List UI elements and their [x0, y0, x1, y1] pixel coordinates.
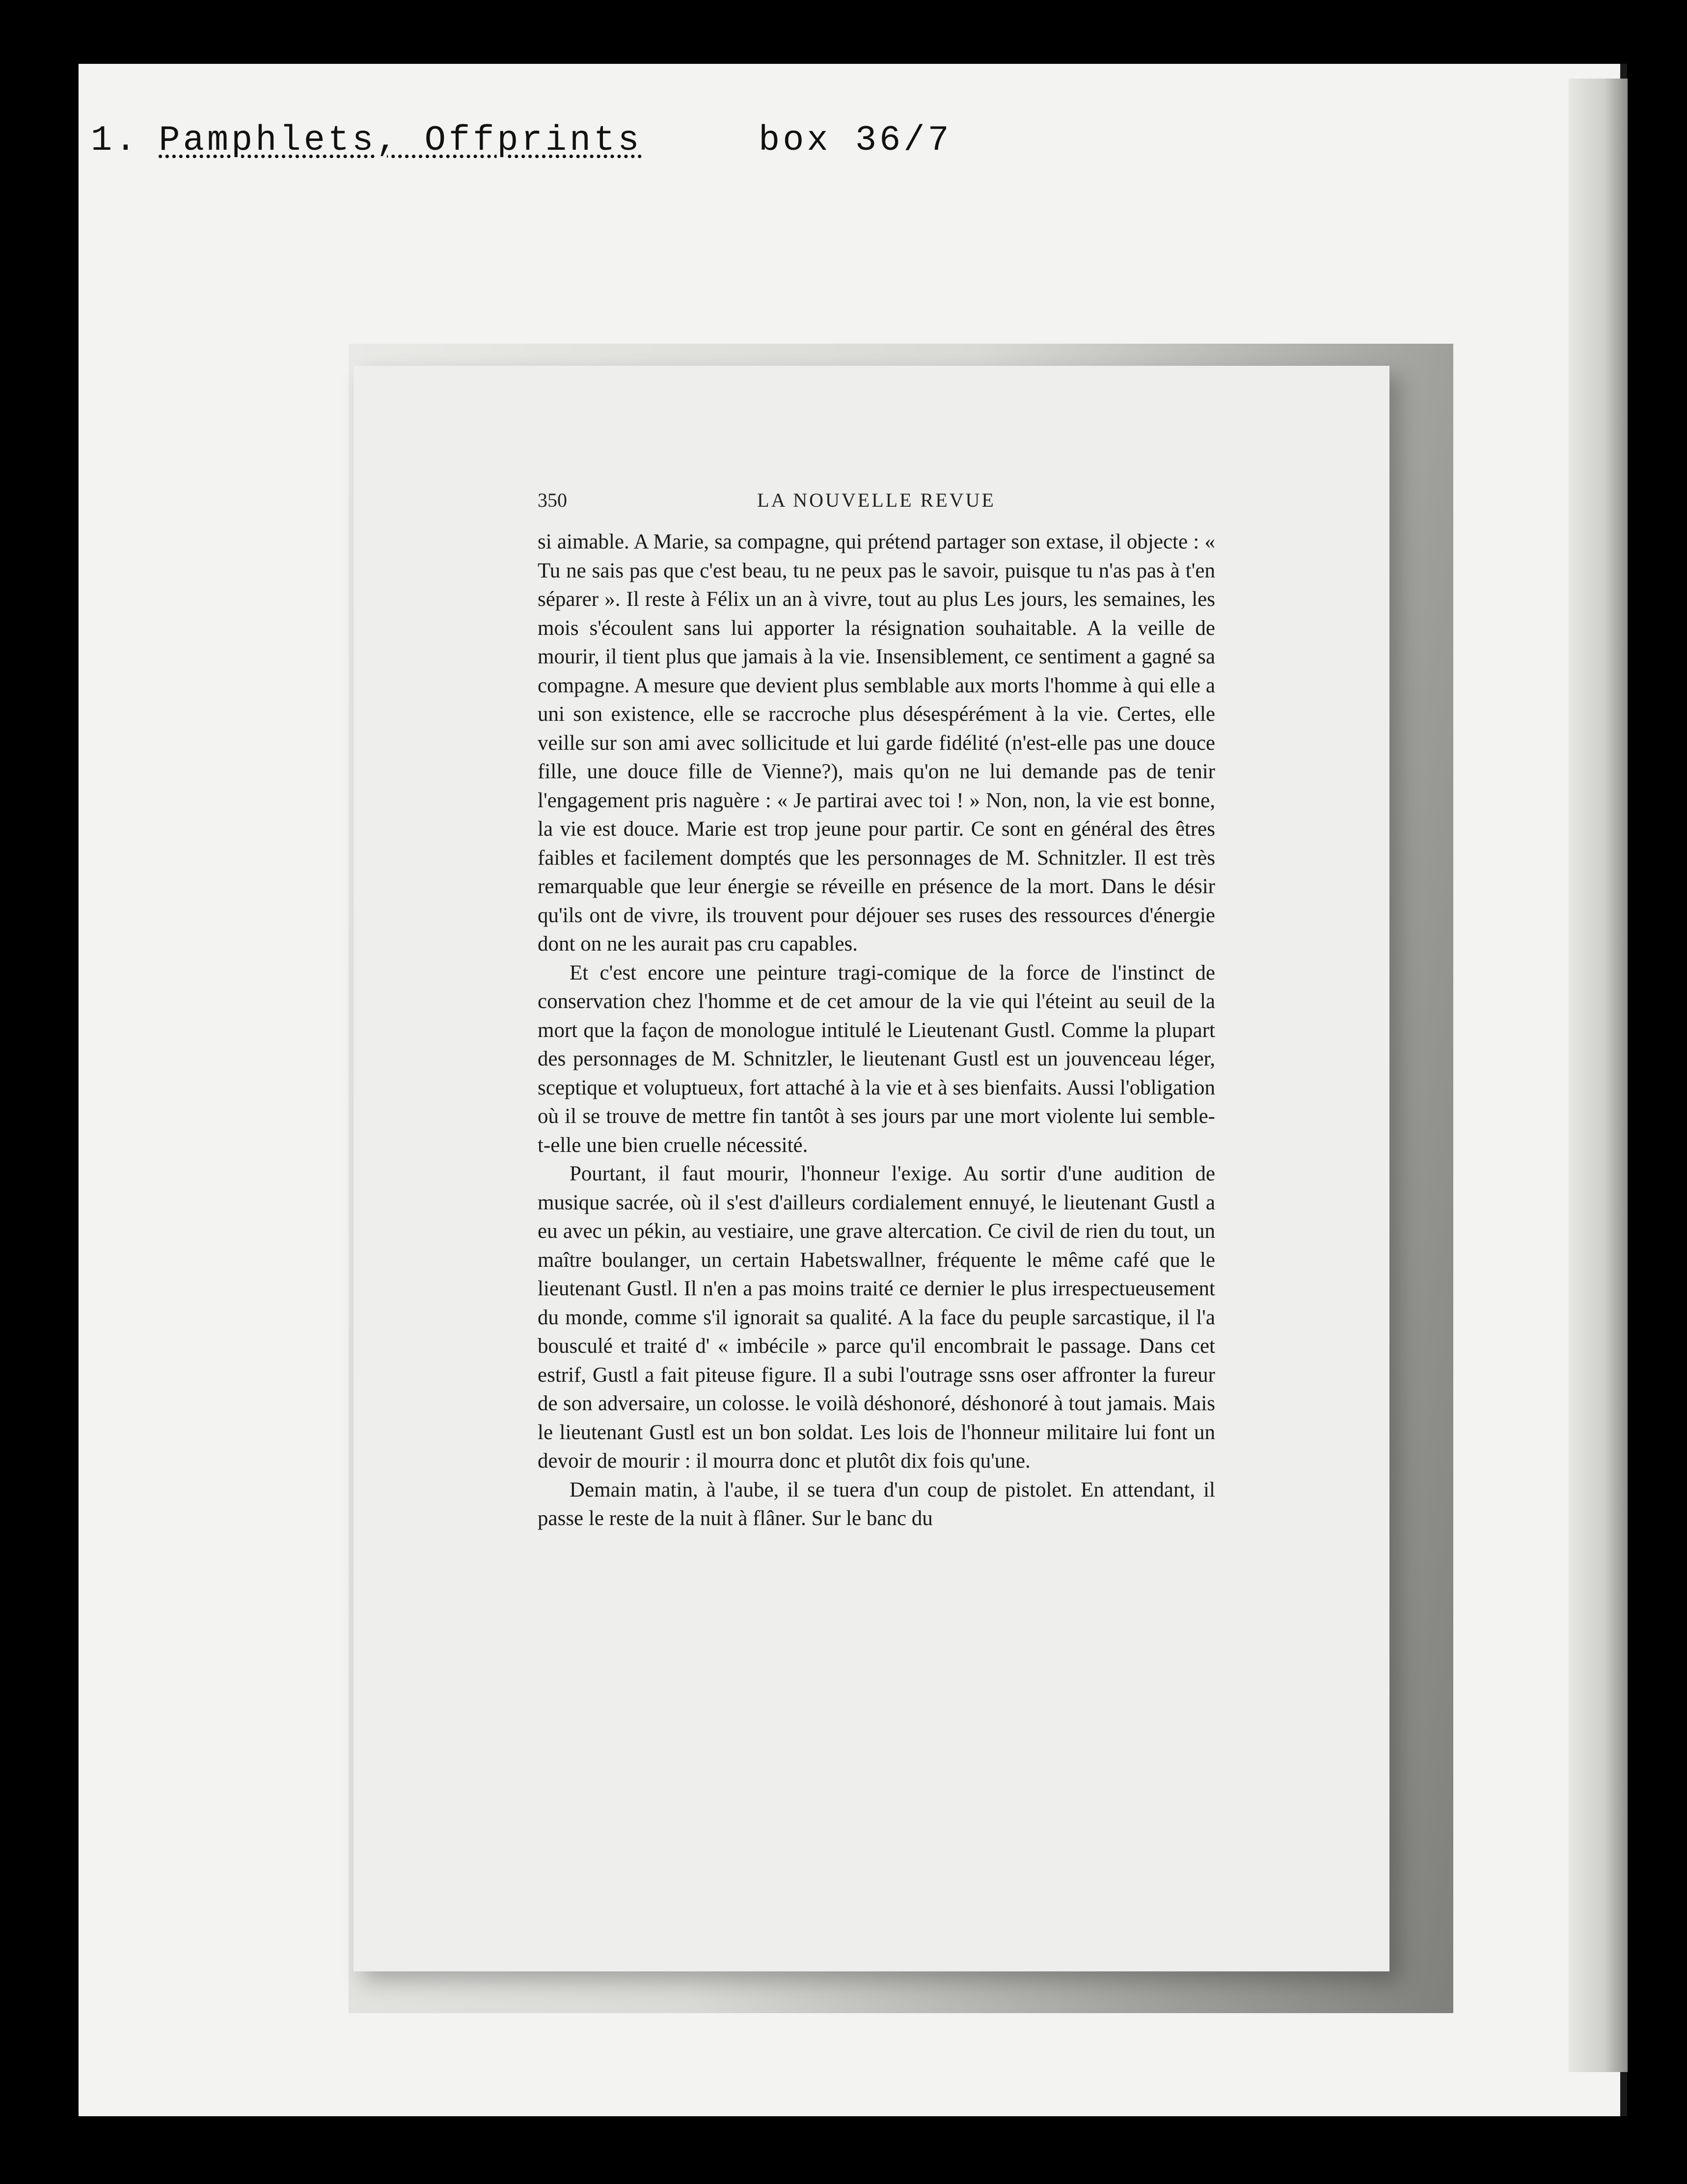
- offprint-page: [354, 366, 1389, 1971]
- archive-box-number: box 36/7: [759, 120, 952, 161]
- sheet-edge-shadow: [1569, 79, 1628, 2072]
- paragraph-1: si aimable. A Marie, sa compagne, qui prétend partager son extase, il objecte : « Tu ne sais pas que c'est beau, tu ne peux pas le savoir, puisque tu n'as pas à t'en séparer ». Il reste à Félix un an à vivre, tout au plus Les jours, les semaines, les mois s'écoulent sans lui apporter la résignation souhaitable. A la veille de mourir, il tient plus que jamais à la vie. Insensiblement, ce sentiment a gagné sa compagne. A mesure que devient plus semblable aux morts l'homme à qui elle a uni son existence, elle se raccroche plus désespérément à la vie. Certes, elle veille sur son ami avec sollicitude et lui garde fidélité (n'est-elle pas une douce fille, une douce fille de Vienne?), mais qu'on ne lui demande pas de tenir l'engagement pris naguère : « Je partirai avec toi ! » Non, non, la vie est bonne, la vie est douce. Marie est trop jeune pour partir. Ce sont en général des êtres faibles et facilement domptés que les personnages de M. Schnitzler. Il est très remarquable que leur énergie se réveille en présence de la mort. Dans le désir qu'ils ont de vivre, ils trouvent pour déjouer ses ruses des ressources d'énergie dont on ne les aurait pas cru capables.: [538, 530, 1215, 956]
- archive-label-number: 1.: [91, 120, 139, 161]
- paragraph-2: Et c'est encore une peinture tragi-comique de la force de l'instinct de conservation chez l'homme et de cet amour de la vie qui l'éteint au seuil de la mort que la façon de monologue intitulé le Lieutenant Gustl. Comme la plupart des personnages de M. Schnitzler, le lieutenant Gustl est un jouvenceau léger, sceptique et voluptueux, fort attaché à la vie et à ses bienfaits. Aussi l'obligation où il se trouve de mettre fin tantôt à ses jours par une mort violente lui semble-t-elle une bien cruelle nécessité.: [538, 961, 1215, 1157]
- page-number: 350: [538, 489, 567, 511]
- offprint-body: [538, 528, 1215, 1533]
- archive-label: [91, 120, 642, 161]
- archive-label-title: Pamphlets, Offprints: [159, 120, 642, 161]
- running-title: LA NOUVELLE REVUE: [757, 489, 996, 511]
- paragraph-4: Demain matin, à l'aube, il se tuera d'un coup de pistolet. En attendant, il passe le reste de la nuit à flâner. Sur le banc du: [538, 1478, 1215, 1530]
- paragraph-3: Pourtant, il faut mourir, l'honneur l'exige. Au sortir d'une audition de musique sacrée, où il s'est d'ailleurs cordialement ennuyé, le lieutenant Gustl a eu avec un pékin, au vestiaire, une grave altercation. Ce civil de rien du tout, un maître boulanger, un certain Habetswallner, fréquente le même café que le lieutenant Gustl. Il n'en a pas moins traité ce dernier le plus irrespectueusement du monde, comme s'il ignorait sa qualité. A la face du peuple sarcastique, il l'a bousculé et traité d' « imbécile » parce qu'il encombrait le passage. Dans cet estrif, Gustl a fait piteuse figure. Il a subi l'outrage ssns oser affronter la fureur de son adversaire, un colosse. le voilà déshonoré, déshonoré à tout jamais. Mais le lieutenant Gustl est un bon soldat. Les lois de l'honneur militaire lui font un devoir de mourir : il mourra donc et plutôt dix fois qu'une.: [538, 1162, 1215, 1473]
